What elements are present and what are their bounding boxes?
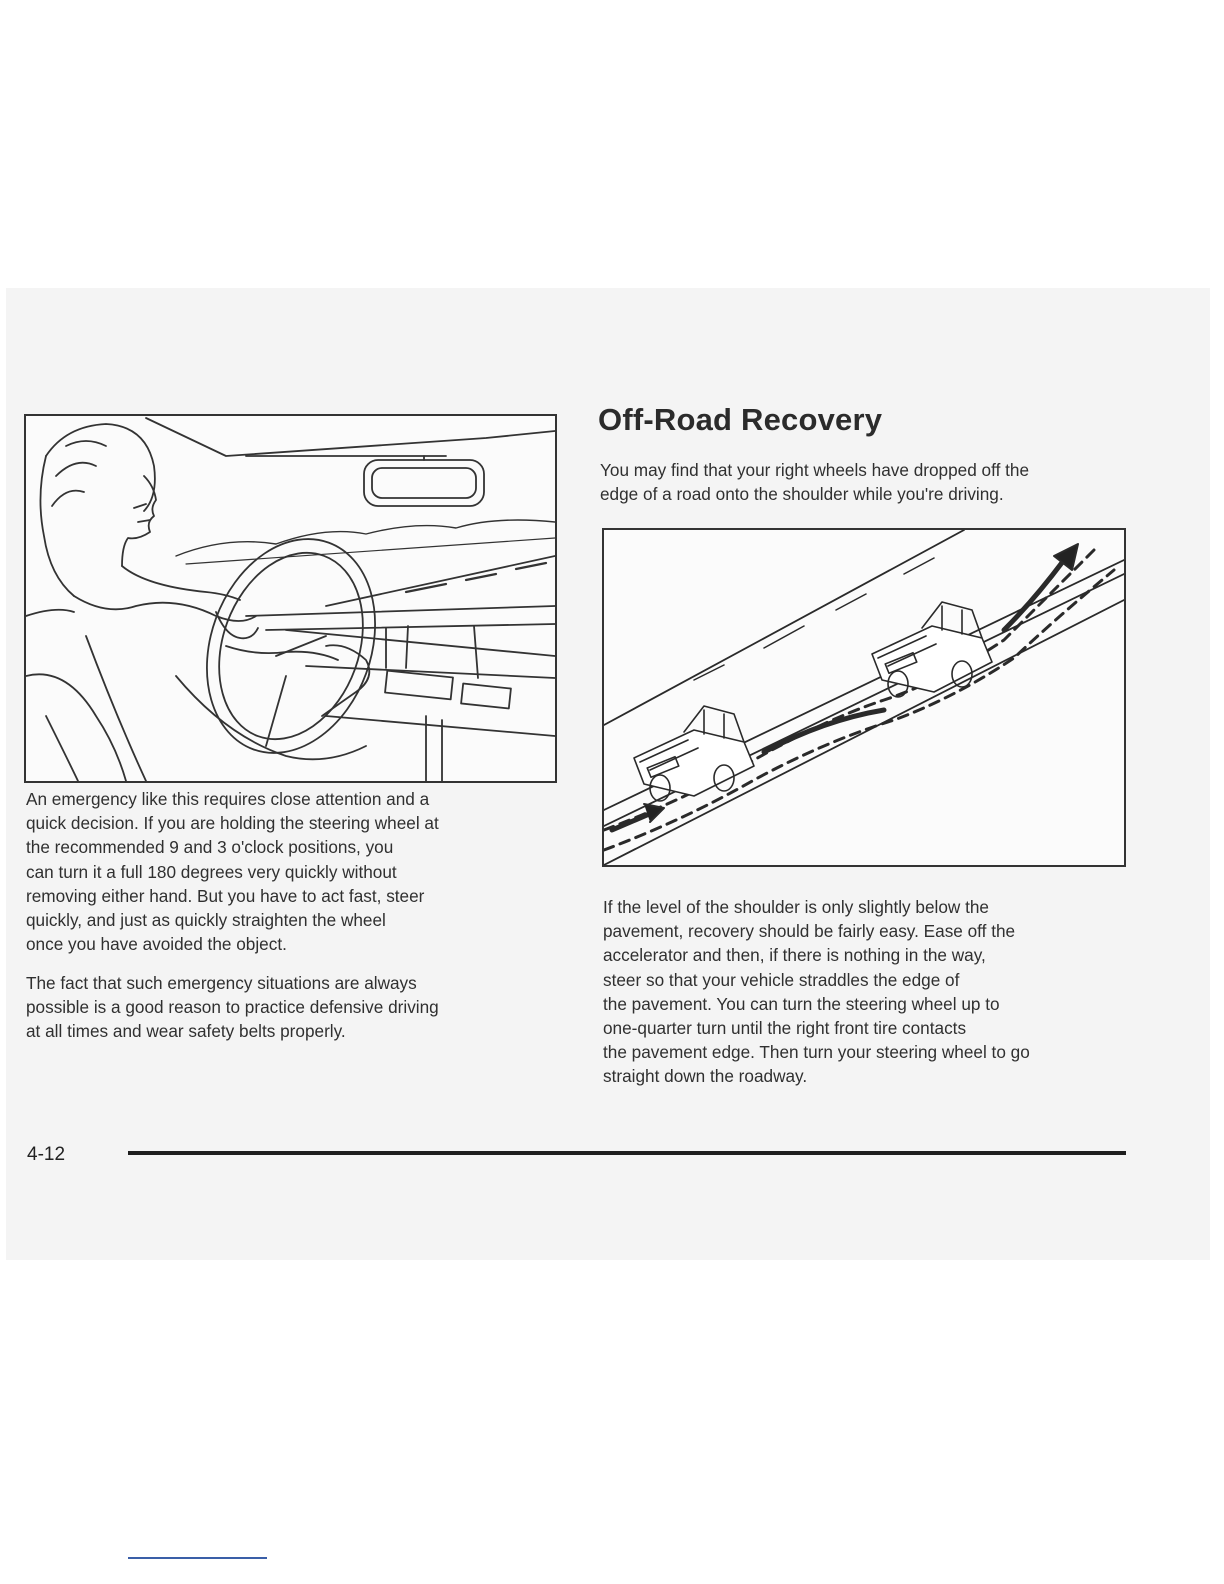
footer-rule <box>128 1151 1126 1155</box>
text-line: You may find that your right wheels have dropped off the <box>600 460 1030 480</box>
text-line: The fact that such emergency situations are always <box>26 973 417 993</box>
emergency-paragraph <box>26 787 546 956</box>
defensive-driving-paragraph <box>26 971 546 1044</box>
text-line: removing either hand. But you have to act fast, steer <box>26 885 425 906</box>
text-line: the recommended 9 and 3 o'clock positions, you <box>26 837 394 858</box>
intro-paragraph <box>600 458 1120 506</box>
text-line: edge of a road onto the shoulder while you're driving. <box>600 484 1004 505</box>
text-line: pavement, recovery should be fairly easy. Ease off the <box>603 921 1016 942</box>
section-heading: Off-Road Recovery <box>598 402 883 437</box>
page-number: 4-12 <box>27 1144 66 1165</box>
text-line: the pavement. You can turn the steering wheel up to <box>603 993 1000 1014</box>
text-line: quick decision. If you are holding the steering wheel at <box>26 813 439 834</box>
driver-steering-illustration <box>24 414 557 783</box>
text-line: the pavement edge. Then turn your steering wheel to go <box>603 1042 1030 1063</box>
text-line: If the level of the shoulder is only slightly below the <box>603 897 989 917</box>
off-road-recovery-diagram <box>602 528 1126 867</box>
text-line: one-quarter turn until the right front tire contacts <box>603 1018 967 1039</box>
text-line: once you have avoided the object. <box>26 934 287 955</box>
text-line: possible is a good reason to practice defensive driving <box>26 997 439 1018</box>
text-line: An emergency like this requires close attention and a <box>26 789 430 809</box>
shoulder-recovery-paragraph <box>603 895 1133 1089</box>
text-line: accelerator and then, if there is nothing in the way, <box>603 945 986 966</box>
text-line: at all times and wear safety belts properly. <box>26 1021 346 1042</box>
text-line: can turn it a full 180 degrees very quickly without <box>26 861 397 882</box>
text-line: steer so that your vehicle straddles the edge of <box>603 969 960 990</box>
text-line: quickly, and just as quickly straighten the wheel <box>26 910 386 931</box>
bottom-link-line <box>128 1557 267 1559</box>
text-line: straight down the roadway. <box>603 1066 808 1087</box>
